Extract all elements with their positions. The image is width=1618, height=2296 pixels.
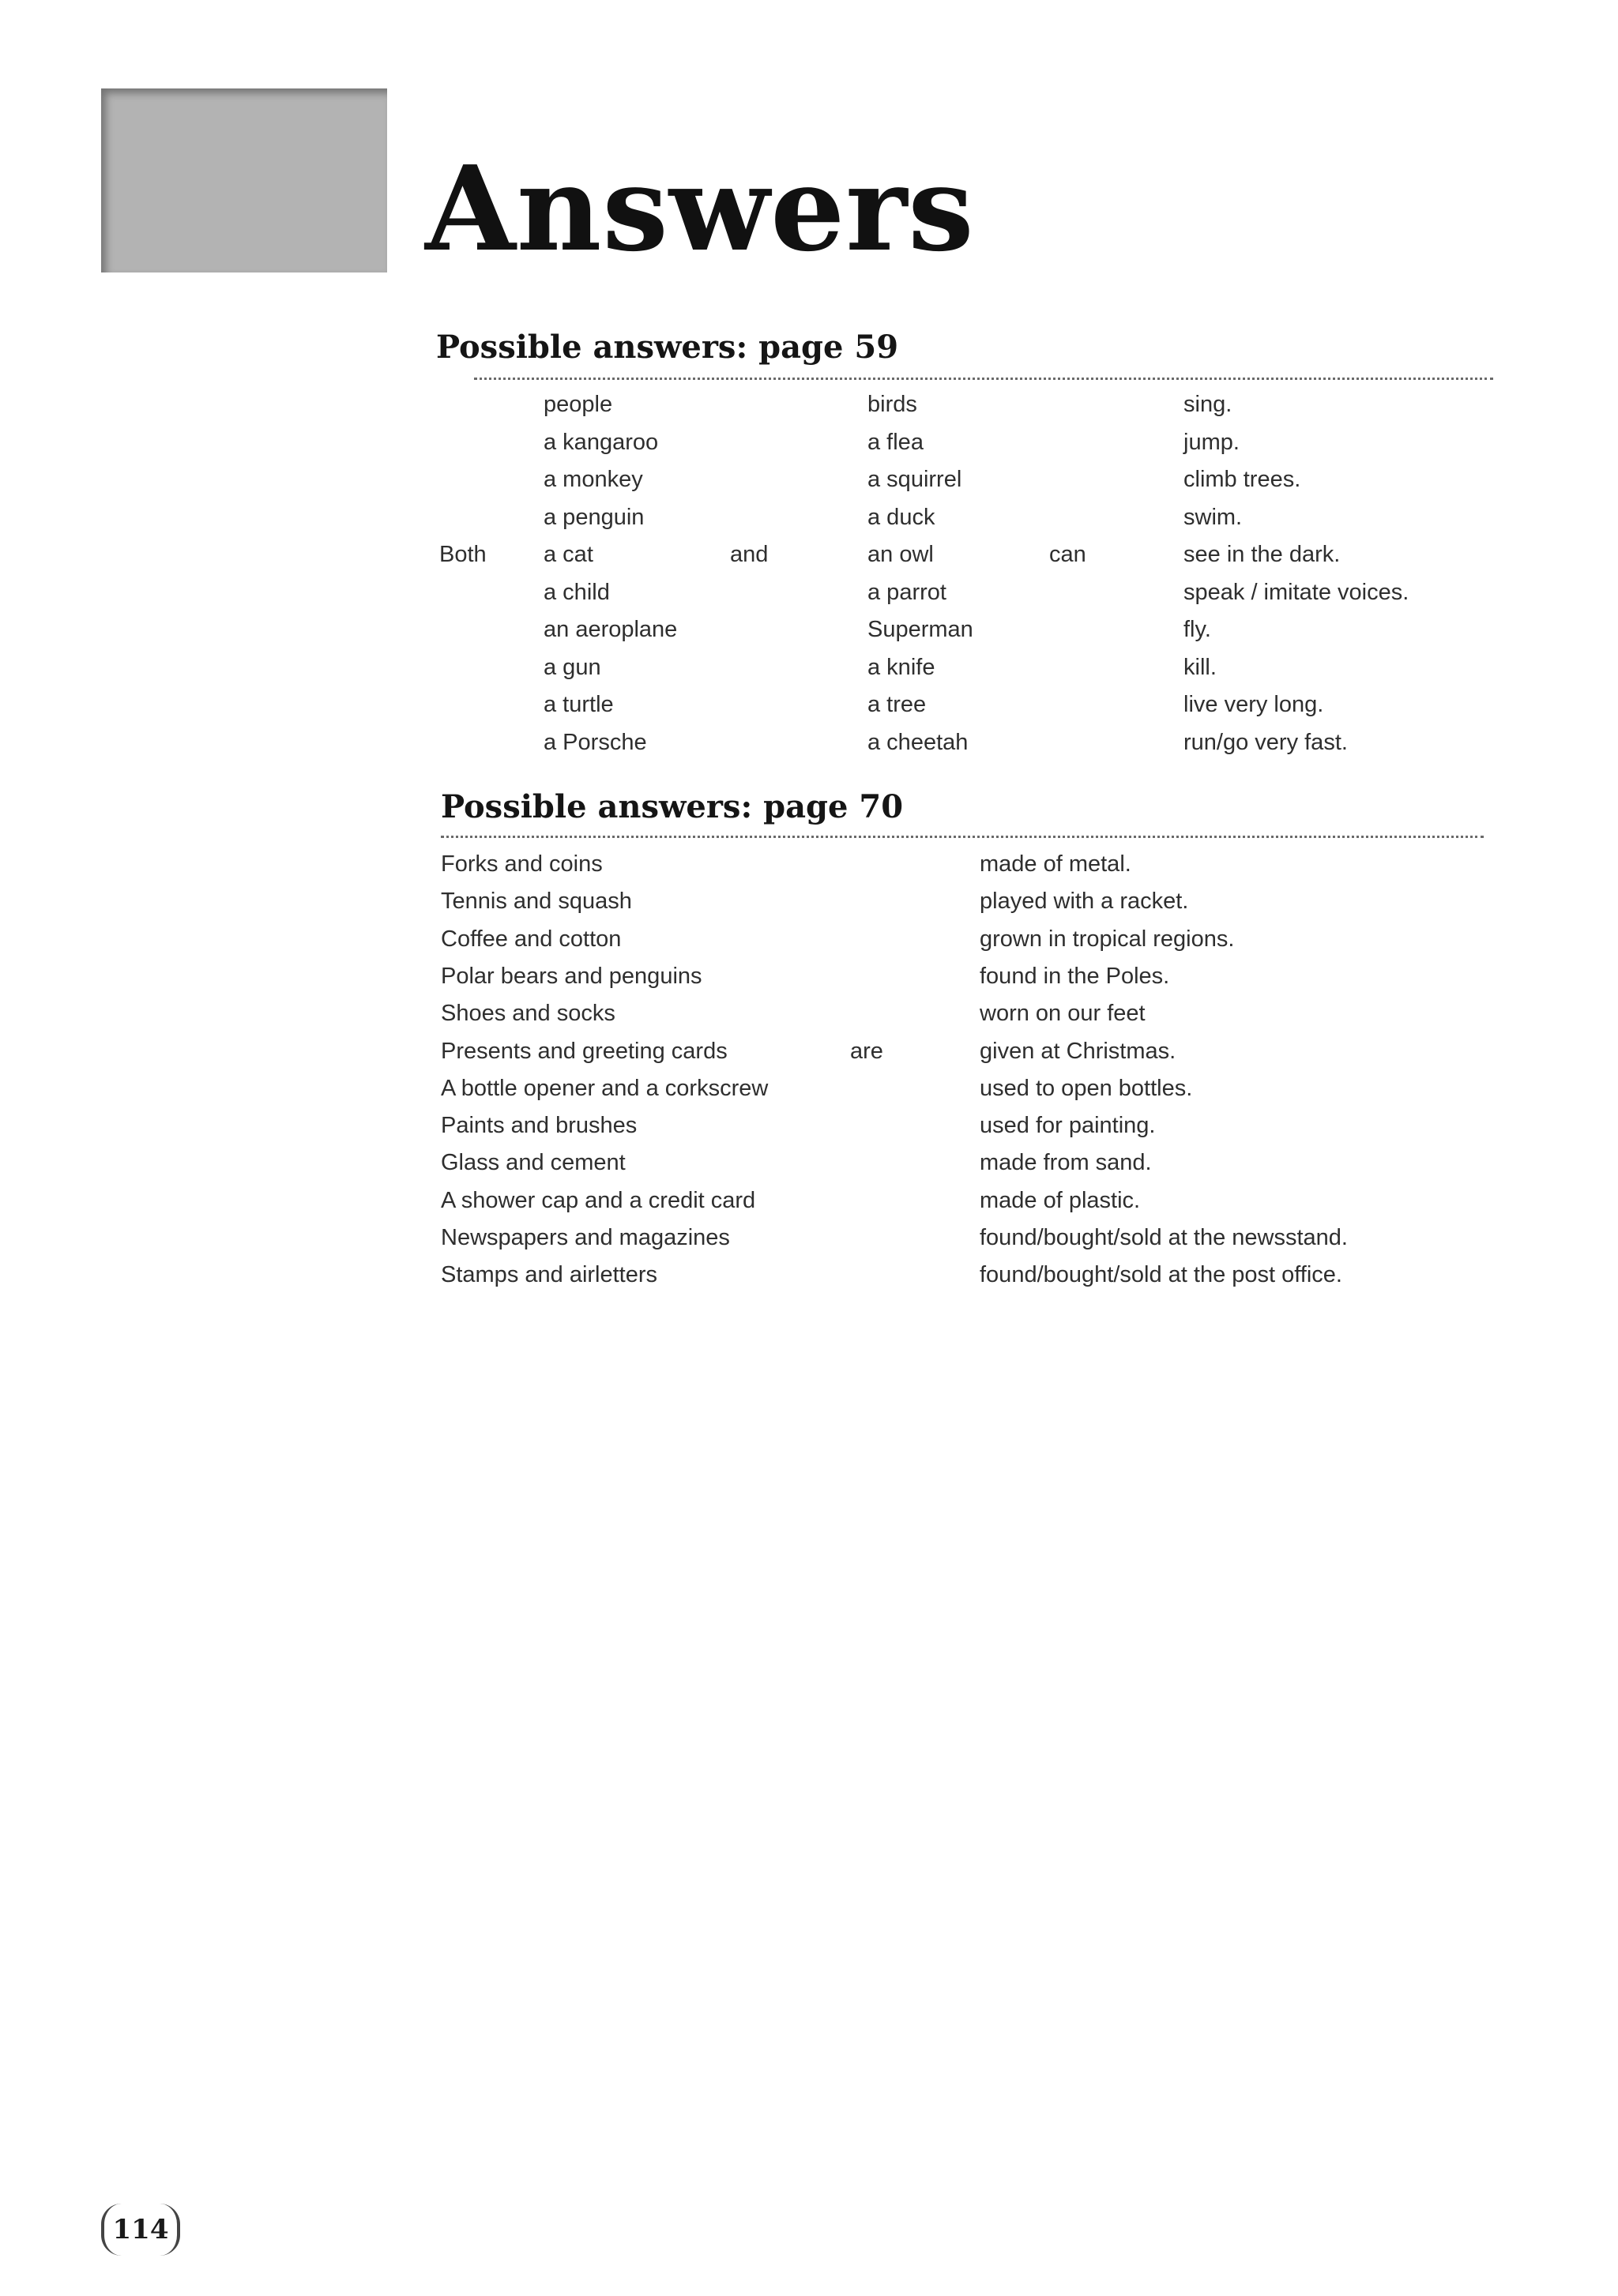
subject-pair: Shoes and socks xyxy=(441,1001,615,1026)
predicate-item: used for painting. xyxy=(980,1113,1156,1138)
ability-item: see in the dark. xyxy=(1183,542,1341,567)
section-rule-page-70 xyxy=(441,836,1484,838)
comparison-item: a duck xyxy=(867,505,935,530)
ability-item: jump. xyxy=(1183,430,1240,455)
ability-item: kill. xyxy=(1183,655,1217,680)
predicate-item: made of plastic. xyxy=(980,1188,1141,1213)
connector-are: are xyxy=(850,1039,883,1064)
comparison-item: a cheetah xyxy=(867,730,969,755)
page-title: Answers xyxy=(425,140,975,277)
subject-pair: Glass and cement xyxy=(441,1150,626,1175)
predicate-item: made of metal. xyxy=(980,851,1131,877)
subject-pair: Tennis and squash xyxy=(441,889,632,914)
subject-item: an aeroplane xyxy=(544,617,678,642)
predicate-item: played with a racket. xyxy=(980,889,1189,914)
page-number: 114 xyxy=(101,2204,180,2256)
ability-item: swim. xyxy=(1183,505,1243,530)
comparison-item: a squirrel xyxy=(867,467,962,492)
ability-item: speak / imitate voices. xyxy=(1183,580,1409,605)
comparison-item: a tree xyxy=(867,692,927,717)
subject-item: people xyxy=(544,392,613,417)
subject-item: a child xyxy=(544,580,610,605)
comparison-item: a parrot xyxy=(867,580,946,605)
subject-item: a gun xyxy=(544,655,601,680)
section-rule-page-59 xyxy=(474,378,1493,380)
subject-item: a kangaroo xyxy=(544,430,659,455)
ability-item: sing. xyxy=(1183,392,1232,417)
connector-can: can xyxy=(1049,542,1086,567)
predicate-item: made from sand. xyxy=(980,1150,1152,1175)
predicate-item: used to open bottles. xyxy=(980,1076,1193,1101)
subject-pair: Paints and brushes xyxy=(441,1113,638,1138)
decorative-gray-block xyxy=(101,88,387,272)
section-heading-page-70: Possible answers: page 70 xyxy=(441,788,904,825)
comparison-item: an owl xyxy=(867,542,934,567)
predicate-item: found/bought/sold at the post office. xyxy=(980,1262,1342,1287)
ability-item: live very long. xyxy=(1183,692,1324,717)
subject-pair: Coffee and cotton xyxy=(441,926,622,952)
subject-item: a penguin xyxy=(544,505,645,530)
subject-pair: A shower cap and a credit card xyxy=(441,1188,756,1213)
comparison-item: Superman xyxy=(867,617,973,642)
subject-item: a Porsche xyxy=(544,730,647,755)
subject-pair: Newspapers and magazines xyxy=(441,1225,730,1250)
ability-item: fly. xyxy=(1183,617,1211,642)
lead-word-both: Both xyxy=(439,542,487,567)
subject-pair: Stamps and airletters xyxy=(441,1262,658,1287)
subject-item: a turtle xyxy=(544,692,614,717)
predicate-item: found/bought/sold at the newsstand. xyxy=(980,1225,1348,1250)
subject-pair: A bottle opener and a corkscrew xyxy=(441,1076,769,1101)
comparison-item: a knife xyxy=(867,655,935,680)
predicate-item: found in the Poles. xyxy=(980,964,1170,989)
ability-item: climb trees. xyxy=(1183,467,1301,492)
predicate-item: given at Christmas. xyxy=(980,1039,1176,1064)
connector-and: and xyxy=(730,542,769,567)
comparison-item: a flea xyxy=(867,430,924,455)
subject-item: a monkey xyxy=(544,467,643,492)
comparison-item: birds xyxy=(867,392,917,417)
predicate-item: worn on our feet xyxy=(980,1001,1146,1026)
subject-item: a cat xyxy=(544,542,593,567)
section-heading-page-59: Possible answers: page 59 xyxy=(436,329,899,366)
subject-pair: Polar bears and penguins xyxy=(441,964,702,989)
predicate-item: grown in tropical regions. xyxy=(980,926,1235,952)
subject-pair: Presents and greeting cards xyxy=(441,1039,728,1064)
ability-item: run/go very fast. xyxy=(1183,730,1348,755)
subject-pair: Forks and coins xyxy=(441,851,603,877)
